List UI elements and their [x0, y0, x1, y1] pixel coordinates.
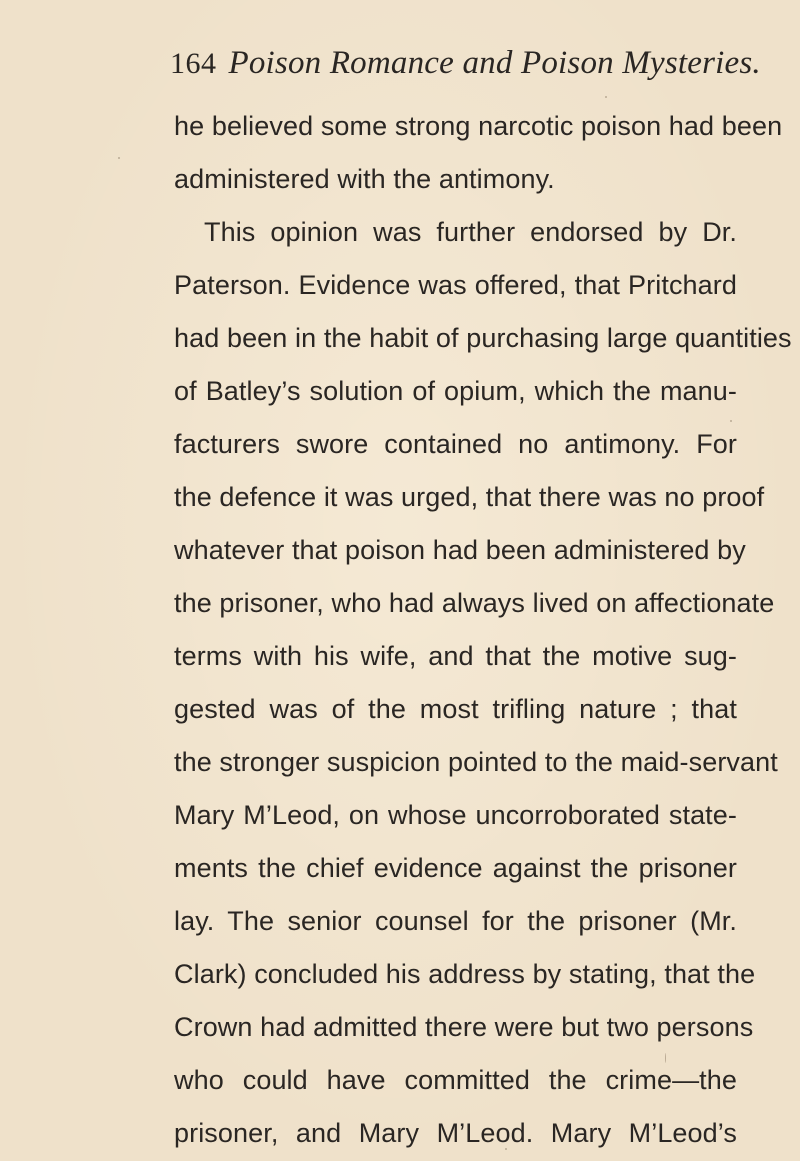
text-line: administered with the antimony.	[174, 164, 555, 194]
text-line: Mary M’Leod, on whose uncorroborated state-	[174, 800, 737, 830]
text-line: ments the chief evidence against the prisoner	[174, 853, 737, 883]
text-line: had been in the habit of purchasing large quantities	[174, 323, 792, 353]
text-line: Paterson. Evidence was offered, that Pritchard	[174, 270, 737, 300]
paper-speck	[118, 157, 120, 159]
paper-speck	[505, 1148, 507, 1150]
text-line: lay. The senior counsel for the prisoner (Mr.	[174, 906, 737, 936]
text-line: whatever that poison had been administered by	[174, 535, 746, 565]
text-line: Crown had admitted there were but two persons	[174, 1012, 754, 1042]
paper-speck	[730, 420, 732, 422]
text-line: the defence it was urged, that there was no proof	[174, 482, 765, 512]
running-title: Poison Romance and Poison Mysteries.	[228, 45, 761, 81]
page-header	[170, 38, 761, 88]
text-line: who could have committed the crime—the	[174, 1065, 737, 1095]
text-line: of Batley’s solution of opium, which the manu-	[174, 376, 737, 406]
body-text	[174, 100, 792, 1160]
paper-speck	[665, 1053, 666, 1063]
text-line: gested was of the most trifling nature ; that	[174, 694, 737, 724]
paper-speck	[605, 96, 607, 98]
text-line: prisoner, and Mary M’Leod. Mary M’Leod’s	[174, 1118, 737, 1148]
text-line: facturers swore contained no antimony. For	[174, 429, 737, 459]
text-line: the stronger suspicion pointed to the maid-servant	[174, 747, 778, 777]
text-line: terms with his wife, and that the motive sug-	[174, 641, 737, 671]
text-line: This opinion was further endorsed by Dr.	[204, 217, 737, 247]
page-number: 164	[170, 47, 217, 80]
text-line: Clark) concluded his address by stating, that the	[174, 959, 756, 989]
text-line: he believed some strong narcotic poison had been	[174, 111, 783, 141]
text-line: the prisoner, who had always lived on affectionate	[174, 588, 775, 618]
